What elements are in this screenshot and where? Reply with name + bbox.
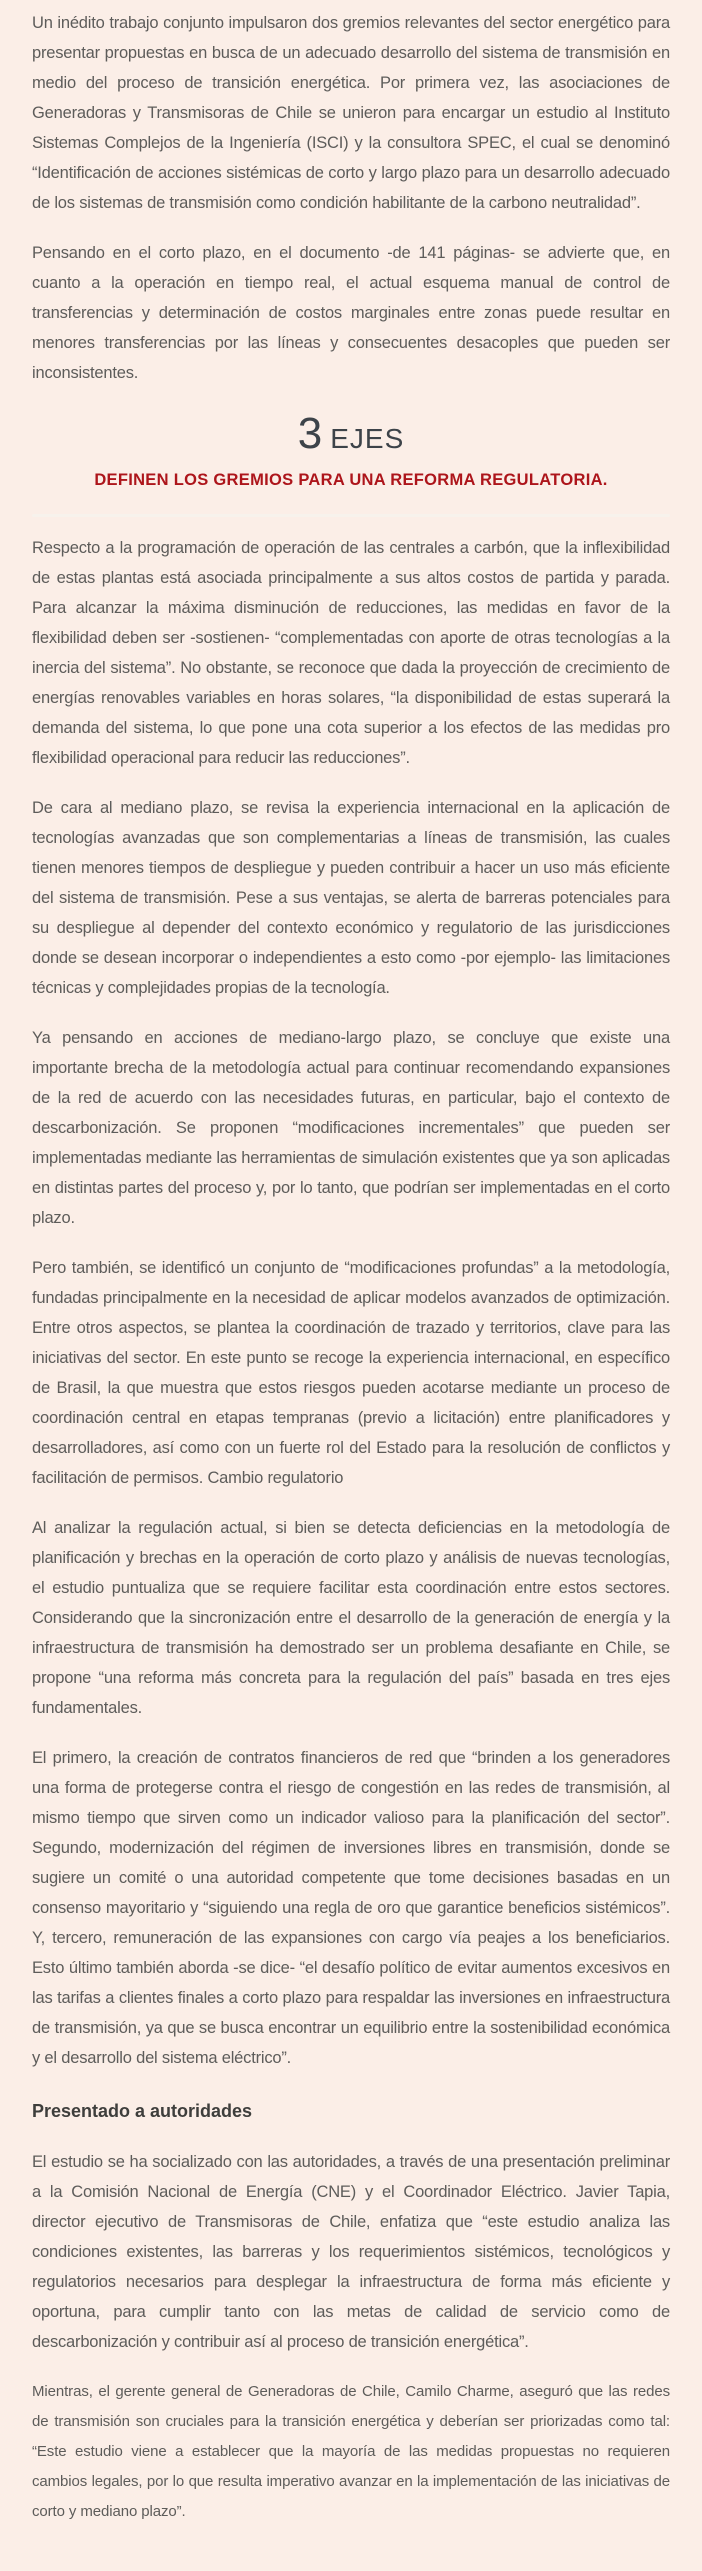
highlight-subtitle: DEFINEN LOS GREMIOS PARA UNA REFORMA REGULATORIA. — [94, 471, 608, 489]
article-paragraph: Mientras, el gerente general de Generadoras de Chile, Camilo Charme, aseguró que las redes de transmisión son cruciales para la transición energética y deberían ser priorizadas como tal: “Este estudio viene a establecer que la mayoría de las medidas propuestas no requieren cambios legales, por lo que resulta imperativo avanzar en la implementación de las iniciativas de corto y mediano plazo”. — [32, 2383, 670, 2520]
highlight-label: EJES — [330, 423, 405, 454]
article-paragraph: De cara al mediano plazo, se revisa la experiencia internacional en la aplicación de tecnologías avanzadas que son complementarias a líneas de transmisión, las cuales tienen menores tiempos de despliegue y pueden contribuir a hacer un uso más eficiente del sistema de transmisión. Pese a sus ventajas, se alerta de barreras potenciales para su despliegue al depender del contexto económico y regulatorio de las jurisdicciones donde se desean incorporar o independientes a esto como -por ejemplo- las limitaciones técnicas y complejidades propias de la tecnología. — [32, 799, 670, 997]
article-paragraph: Un inédito trabajo conjunto impulsaron dos gremios relevantes del sector energético para presentar propuestas en busca de un adecuado desarrollo del sistema de transmisión en medio del proceso de transición energética. Por primera vez, las asociaciones de Generadoras y Transmisoras de Chile se unieron para encargar un estudio al Instituto Sistemas Complejos de la Ingeniería (ISCI) y la consultora SPEC, el cual se denominó “Identificación de acciones sistémicas de corto y largo plazo para un desarrollo adecuado de los sistemas de transmisión como condición habilitante de la carbono neutralidad”. — [32, 14, 670, 212]
article-paragraph: Ya pensando en acciones de mediano-largo plazo, se concluye que existe una importante brecha de la metodología actual para continuar recomendando expansiones de la red de acuerdo con las necesidades futuras, en particular, bajo el contexto de descarbonización. Se proponen “modificaciones incrementales” que pueden ser implementadas mediante las herramientas de simulación existentes que ya son aplicadas en distintas partes del proceso y, por lo tanto, que podrían ser implementadas en el corto plazo. — [32, 1029, 670, 1227]
article-paragraph: El estudio se ha socializado con las autoridades, a través de una presentación preliminar a la Comisión Nacional de Energía (CNE) y el Coordinador Eléctrico. Javier Tapia, director ejecutivo de Transmisoras de Chile, enfatiza que “este estudio analiza las condiciones existentes, las barreras y los requerimientos sistémicos, tecnológicos y regulatorios necesarios para desplegar la infraestructura de forma más eficiente y oportuna, para cumplir tanto con las metas de calidad de servicio como de descarbonización y contribuir así al proceso de transición energética”. — [32, 2153, 670, 2351]
highlight-number: 3 — [297, 409, 323, 458]
section-divider — [32, 514, 670, 517]
section-heading-presentado-a-autoridades: Presentado a autoridades — [32, 2101, 253, 2121]
article-paragraph: Pensando en el corto plazo, en el documento -de 141 páginas- se advierte que, en cuanto a la operación en tiempo real, el actual esquema manual de control de transferencias y determinación de costos marginales entre zonas puede resultar en menores transferencias por las líneas y consecuentes desacoples que pueden ser inconsistentes. — [32, 244, 670, 382]
article-paragraph: El primero, la creación de contratos financieros de red que “brinden a los generadores una forma de protegerse contra el riesgo de congestión en las redes de transmisión, al mismo tiempo que sirven como un indicador valioso para la planificación del sector”. Segundo, modernización del régimen de inversiones libres en transmisión, donde se sugiere un comité o una autoridad competente que tome decisiones basadas en un consenso mayoritario y “siguiendo una regla de oro que garantice beneficios sistémicos”. Y, tercero, remuneración de las expansiones con cargo vía peajes a los beneficiarios. Esto último también aborda -se dice- “el desafío político de evitar aumentos excesivos en las tarifas a clientes finales a corto plazo para respaldar las inversiones en infraestructura de transmisión, ya que se busca encontrar un equilibrio entre la sostenibilidad económica y el desarrollo del sistema eléctrico”. — [32, 1749, 670, 2067]
highlight-block — [32, 408, 670, 492]
article-paragraph: Respecto a la programación de operación de las centrales a carbón, que la inflexibilidad de estas plantas está asociada principalmente a sus altos costos de partida y parada. Para alcanzar la máxima disminución de reducciones, las medidas en favor de la flexibilidad deben ser -sostienen- “complementadas con aporte de otras tecnologías a la inercia del sistema”. No obstante, se reconoce que dada la proyección de crecimiento de energías renovables variables en horas solares, “la disponibilidad de estas superará la demanda del sistema, lo que pone una cota superior a los efectos de las medidas pro flexibilidad operacional para reducir las reducciones”. — [32, 539, 670, 767]
article-paragraph: Pero también, se identificó un conjunto de “modificaciones profundas” a la metodología, fundadas principalmente en la necesidad de aplicar modelos avanzados de optimización. Entre otros aspectos, se plantea la coordinación de trazado y territorios, clave para las iniciativas del sector. En este punto se recoge la experiencia internacional, en específico de Brasil, la que muestra que estos riesgos pueden acotarse mediante un proceso de coordinación central en etapas tempranas (previo a licitación) entre planificadores y desarrolladores, así como con un fuerte rol del Estado para la resolución de conflictos y facilitación de permisos. Cambio regulatorio — [32, 1259, 670, 1487]
article-paragraph: Al analizar la regulación actual, si bien se detecta deficiencias en la metodología de planificación y brechas en la operación de corto plazo y análisis de nuevas tecnologías, el estudio puntualiza que se requiere facilitar esta coordinación entre estos sectores. Considerando que la sincronización entre el desarrollo de la generación de energía y la infraestructura de transmisión ha demostrado ser un problema desafiante en Chile, se propone “una reforma más concreta para la regulación del país” basada en tres ejes fundamentales. — [32, 1519, 670, 1717]
